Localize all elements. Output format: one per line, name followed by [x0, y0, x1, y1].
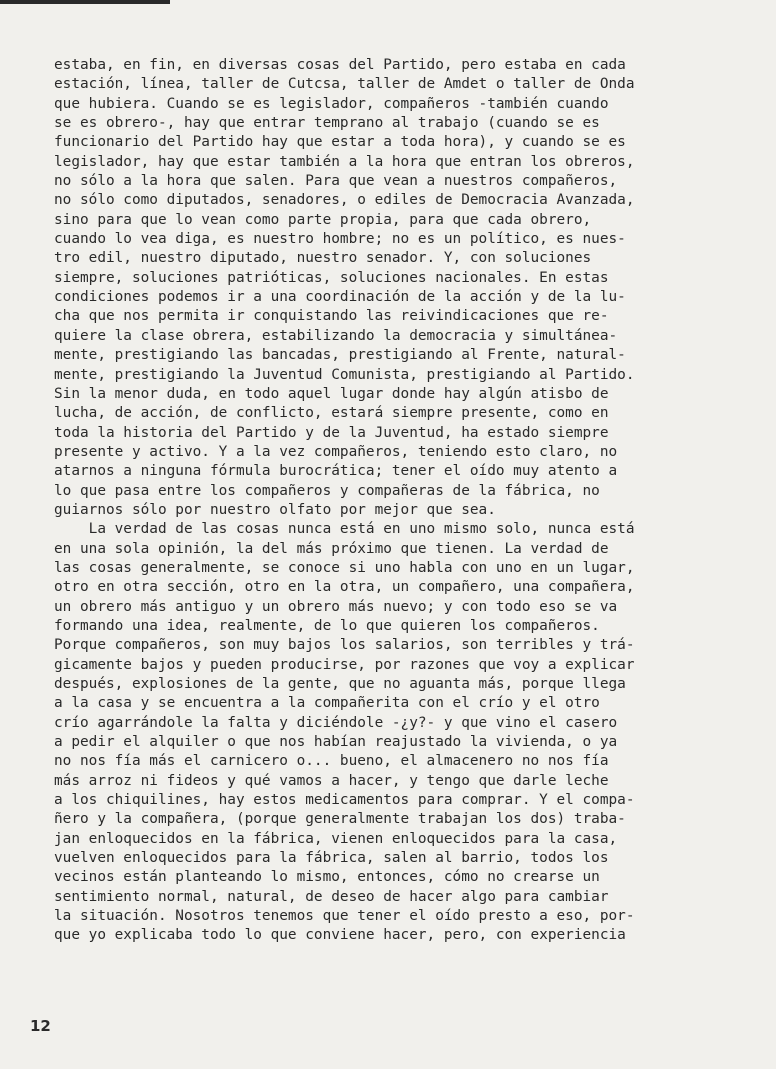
- text-line: se es obrero-, hay que entrar temprano al trabajo (cuando se es: [54, 115, 600, 132]
- text-line: crío agarrándole la falta y diciéndole -¿y?- y que vino el casero: [54, 714, 618, 731]
- text-line: funcionario del Partido hay que estar a toda hora), y cuando se es: [54, 134, 626, 151]
- text-line: quiere la clase obrera, estabilizando la democracia y simultánea-: [54, 327, 618, 344]
- text-line: no sólo como diputados, senadores, o ediles de Democracia Avanzada,: [54, 192, 635, 209]
- text-line: cuando lo vea diga, es nuestro hombre; no es un político, es nues-: [54, 231, 626, 248]
- text-line: Porque compañeros, son muy bajos los salarios, son terribles y trá-: [54, 637, 635, 654]
- text-line: a la casa y se encuentra a la compañerita con el crío y el otro: [54, 695, 600, 712]
- text-line: más arroz ni fideos y qué vamos a hacer, y tengo que darle leche: [54, 772, 609, 789]
- text-line: jan enloquecidos en la fábrica, vienen enloquecidos para la casa,: [54, 830, 618, 847]
- text-line: vecinos están planteando lo mismo, entonces, cómo no crearse un: [54, 869, 600, 886]
- text-line: Sin la menor duda, en todo aquel lugar donde hay algún atisbo de: [54, 385, 609, 402]
- text-line: a los chiquilines, hay estos medicamentos para comprar. Y el compa-: [54, 792, 635, 809]
- text-line: lo que pasa entre los compañeros y compañeras de la fábrica, no: [54, 482, 600, 499]
- text-line: a pedir el alquiler o que nos habían reajustado la vivienda, o ya: [54, 734, 618, 751]
- body-text: [54, 56, 754, 946]
- text-line: tro edil, nuestro diputado, nuestro senador. Y, con soluciones: [54, 250, 592, 267]
- text-line: legislador, hay que estar también a la hora que entran los obreros,: [54, 153, 635, 170]
- text-line: lucha, de acción, de conflicto, estará siempre presente, como en: [54, 405, 609, 422]
- text-line: estación, línea, taller de Cutcsa, taller de Amdet o taller de Onda: [54, 76, 635, 93]
- text-line: la situación. Nosotros tenemos que tener el oído presto a eso, por-: [54, 908, 635, 925]
- text-line: después, explosiones de la gente, que no aguanta más, porque llega: [54, 676, 626, 692]
- text-line: condiciones podemos ir a una coordinación de la acción y de la lu-: [54, 289, 626, 306]
- text-line: gicamente bajos y pueden producirse, por razones que voy a explicar: [54, 656, 635, 673]
- text-line: sino para que lo vean como parte propia, para que cada obrero,: [54, 211, 592, 228]
- text-line: no sólo a la hora que salen. Para que vean a nuestros compañeros,: [54, 173, 618, 190]
- text-line: La verdad de las cosas nunca está en uno mismo solo, nunca está: [54, 521, 635, 538]
- text-line: vuelven enloquecidos para la fábrica, salen al barrio, todos los: [54, 850, 609, 867]
- text-line: no nos fía más el carnicero o... bueno, el almacenero no nos fía: [54, 753, 609, 770]
- text-line: en una sola opinión, la del más próximo que tienen. La verdad de: [54, 540, 609, 557]
- text-line: un obrero más antiguo y un obrero más nuevo; y con todo eso se va: [54, 598, 618, 615]
- text-line: formando una idea, realmente, de lo que quieren los compañeros.: [54, 617, 600, 634]
- text-line: atarnos a ninguna fórmula burocrática; tener el oído muy atento a: [54, 463, 618, 480]
- text-line: las cosas generalmente, se conoce si uno habla con uno en un lugar,: [54, 559, 635, 576]
- text-line: que hubiera. Cuando se es legislador, compañeros -también cuando: [54, 95, 609, 112]
- text-line: guiarnos sólo por nuestro olfato por mejor que sea.: [54, 501, 496, 518]
- text-line: estaba, en fin, en diversas cosas del Partido, pero estaba en cada: [54, 57, 626, 73]
- text-line: toda la historia del Partido y de la Juventud, ha estado siempre: [54, 424, 609, 441]
- page-number: 12: [30, 1017, 51, 1035]
- text-line: que yo explicaba todo lo que conviene hacer, pero, con experiencia: [54, 927, 626, 944]
- text-line: mente, prestigiando las bancadas, prestigiando al Frente, natural-: [54, 347, 626, 364]
- text-line: sentimiento normal, natural, de deseo de hacer algo para cambiar: [54, 888, 609, 905]
- top-rule: [0, 0, 170, 4]
- text-line: ñero y la compañera, (porque generalmente trabajan los dos) traba-: [54, 811, 626, 828]
- text-line: siempre, soluciones patrióticas, soluciones nacionales. En estas: [54, 269, 609, 286]
- text-line: cha que nos permita ir conquistando las reivindicaciones que re-: [54, 308, 609, 325]
- text-line: otro en otra sección, otro en la otra, un compañero, una compañera,: [54, 579, 635, 596]
- text-line: mente, prestigiando la Juventud Comunista, prestigiando al Partido.: [54, 366, 635, 383]
- text-line: presente y activo. Y a la vez compañeros, teniendo esto claro, no: [54, 443, 618, 460]
